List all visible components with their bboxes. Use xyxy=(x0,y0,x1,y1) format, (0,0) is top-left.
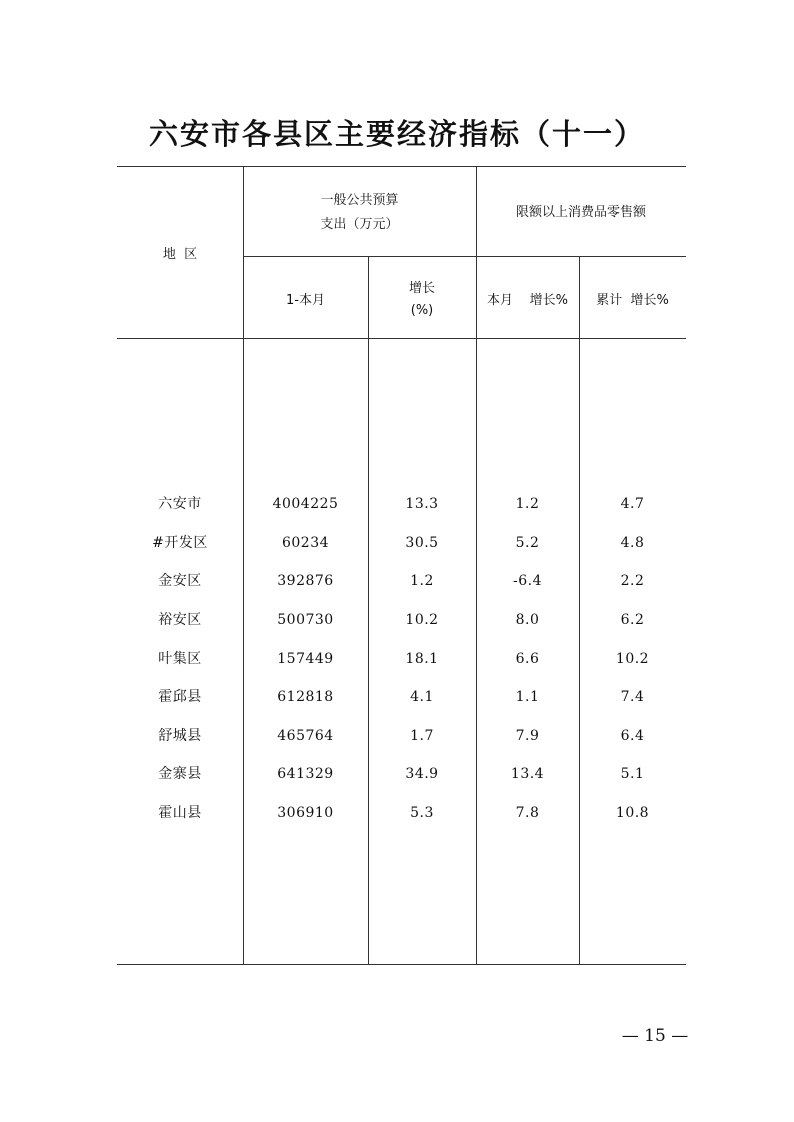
cum-growth-cell: 6.2 xyxy=(620,612,645,628)
budget-cell: 392876 xyxy=(277,573,334,589)
cum-growth-cell: 10.8 xyxy=(615,805,650,821)
month-growth-cell: 7.9 xyxy=(515,728,540,744)
budget-cell: 500730 xyxy=(277,612,334,628)
page-title: 六安市各县区主要经济指标（十一） xyxy=(148,117,645,151)
cum-growth-cell: 10.2 xyxy=(615,651,650,667)
month-growth-cell: 1.2 xyxy=(515,496,540,512)
table-row xyxy=(0,765,794,785)
region-cell: 六安市 xyxy=(158,496,202,512)
header-growth-line1: 增长 xyxy=(408,281,435,296)
header-bottom-rule xyxy=(117,338,686,339)
region-cell: 裕安区 xyxy=(158,612,202,628)
table-row xyxy=(0,727,794,747)
header-region: 地 区 xyxy=(162,247,198,262)
budget-cell: 612818 xyxy=(277,689,334,705)
table-row xyxy=(0,688,794,708)
table-top-rule xyxy=(117,166,686,167)
header-budget-line2: 支出（万元） xyxy=(320,217,399,232)
budget-cell: 157449 xyxy=(277,651,334,667)
month-growth-cell: 1.1 xyxy=(515,689,540,705)
region-cell: 舒城县 xyxy=(158,728,202,744)
month-growth-cell: 6.6 xyxy=(515,651,540,667)
column-divider-region xyxy=(243,166,244,964)
growth-cell: 1.7 xyxy=(410,728,434,744)
region-cell: 金寨县 xyxy=(158,766,202,782)
growth-cell: 1.2 xyxy=(410,573,434,589)
header-mid-rule xyxy=(243,256,686,257)
budget-cell: 465764 xyxy=(277,728,334,744)
header-retail: 限额以上消费品零售额 xyxy=(515,205,646,220)
region-cell: 叶集区 xyxy=(158,651,202,667)
budget-cell: 306910 xyxy=(277,805,334,821)
budget-cell: 641329 xyxy=(277,766,334,782)
table-row xyxy=(0,572,794,592)
budget-cell: 60234 xyxy=(281,535,330,551)
growth-cell: 10.2 xyxy=(405,612,439,628)
region-cell: 霍山县 xyxy=(158,805,202,821)
month-growth-cell: -6.4 xyxy=(513,573,542,589)
table-row xyxy=(0,804,794,824)
month-growth-cell: 7.8 xyxy=(515,805,540,821)
cum-growth-cell: 2.2 xyxy=(620,573,645,589)
column-divider-month xyxy=(579,256,580,964)
growth-cell: 13.3 xyxy=(405,496,439,512)
month-growth-cell: 13.4 xyxy=(510,766,545,782)
cum-growth-cell: 7.4 xyxy=(620,689,645,705)
column-divider-budget xyxy=(476,166,477,964)
header-budget-line1: 一般公共预算 xyxy=(320,193,399,208)
month-growth-cell: 8.0 xyxy=(515,612,540,628)
growth-cell: 4.1 xyxy=(410,689,434,705)
cum-growth-cell: 5.1 xyxy=(620,766,645,782)
region-cell: #开发区 xyxy=(152,535,208,551)
cum-growth-cell: 4.7 xyxy=(620,496,645,512)
header-month-growth: 本月 增长% xyxy=(487,293,568,308)
table-row xyxy=(0,650,794,670)
header-growth-line2: (%) xyxy=(410,303,434,318)
growth-cell: 5.3 xyxy=(410,805,434,821)
column-divider-ytd xyxy=(368,256,369,964)
table-row xyxy=(0,534,794,554)
budget-cell: 4004225 xyxy=(272,496,339,512)
cum-growth-cell: 6.4 xyxy=(620,728,645,744)
growth-cell: 30.5 xyxy=(405,535,439,551)
month-growth-cell: 5.2 xyxy=(515,535,540,551)
table-row xyxy=(0,611,794,631)
page-number: — 15 — xyxy=(621,1026,689,1046)
growth-cell: 34.9 xyxy=(405,766,439,782)
growth-cell: 18.1 xyxy=(405,651,439,667)
table-bottom-rule xyxy=(117,964,686,965)
header-ytd: 1-本月 xyxy=(286,293,325,308)
cum-growth-cell: 4.8 xyxy=(620,535,645,551)
region-cell: 霍邱县 xyxy=(158,689,202,705)
region-cell: 金安区 xyxy=(158,573,202,589)
table-row xyxy=(0,495,794,515)
header-cum-growth: 累计 增长% xyxy=(596,293,669,308)
